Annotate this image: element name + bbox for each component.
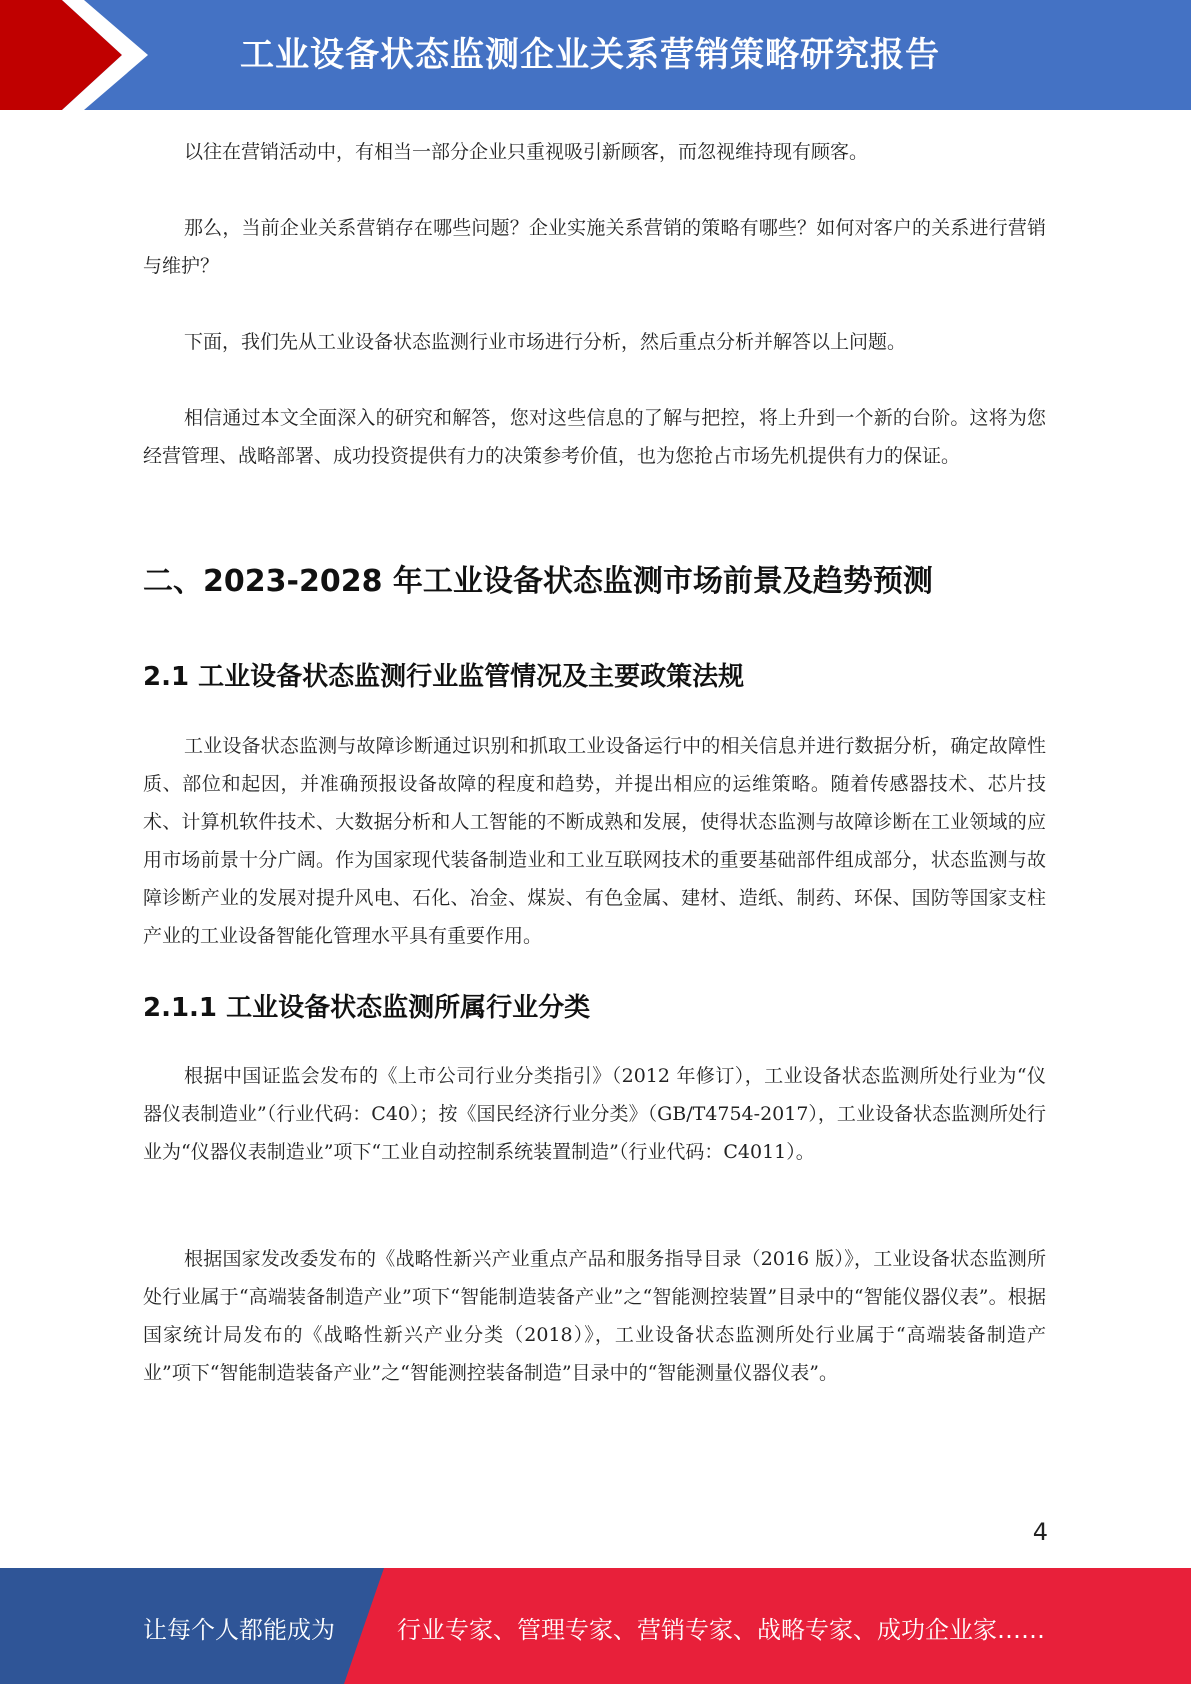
header-chevron-icon [0, 0, 160, 110]
intro-paragraph-1: 以往在营销活动中，有相当一部分企业只重视吸引新顾客，而忽视维持现有顾客。 [184, 141, 869, 163]
page-number: 4 [1032, 1518, 1048, 1546]
intro-paragraph-4: 相信通过本文全面深入的研究和解答，您对这些信息的了解与把控，将上升到一个新的台阶。这将为您经营管理、战略部署、成功投资提供有力的决策参考价值，也为您抢占市场先机提供有力的保证。 [143, 407, 1046, 467]
footer-slogan-left: 让每个人都能成为 [143, 1616, 335, 1644]
section-2-1-1-heading: 2.1.1 工业设备状态监测所属行业分类 [143, 993, 591, 1023]
page-footer [0, 1568, 1191, 1684]
section-2-1-heading: 2.1 工业设备状态监测行业监管情况及主要政策法规 [143, 662, 745, 692]
section-2-1-paragraph: 工业设备状态监测与故障诊断通过识别和抓取工业设备运行中的相关信息并进行数据分析，确定故障性质、部位和起因，并准确预报设备故障的程度和趋势，并提出相应的运维策略。随着传感器技术、芯片技术、计算机软件技术、大数据分析和人工智能的不断成熟和发展，使得状态监测与故障诊断在工业领域的应用市场前景十分广阔。作为国家现代装备制造业和工业互联网技术的重要基础部件组成部分，状态监测与故障诊断产业的发展对提升风电、石化、冶金、煤炭、有色金属、建材、造纸、制药、环保、国防等国家支柱产业的工业设备智能化管理水平具有重要作用。 [143, 735, 1046, 947]
intro-paragraph-3: 下面，我们先从工业设备状态监测行业市场进行分析，然后重点分析并解答以上问题。 [184, 331, 907, 353]
page-header [0, 0, 1191, 110]
footer-slogan-right: 行业专家、管理专家、营销专家、战略专家、成功企业家…… [397, 1616, 1045, 1644]
section-2-1-1-paragraph-1: 根据中国证监会发布的《上市公司行业分类指引》（2012 年修订），工业设备状态监测所处行业为“仪器仪表制造业”（行业代码：C40）；按《国民经济行业分类》（GB/T4754-2017），工业设备状态监测所处行业为“仪器仪表制造业”项下“工业自动控制系统装置制造”（行业代码：C4011）。 [143, 1065, 1046, 1163]
report-title: 工业设备状态监测企业关系营销策略研究报告 [240, 35, 940, 75]
section-2-1-1-paragraph-2: 根据国家发改委发布的《战略性新兴产业重点产品和服务指导目录（2016 版）》，工业设备状态监测所处行业属于“高端装备制造产业”项下“智能制造装备产业”之“智能测控装置”目录中的“智能仪器仪表”。根据国家统计局发布的《战略性新兴产业分类（2018）》，工业设备状态监测所处行业属于“高端装备制造产业”项下“智能制造装备产业”之“智能测控装备制造”目录中的“智能测量仪器仪表”。 [143, 1248, 1046, 1384]
intro-paragraph-2: 那么，当前企业关系营销存在哪些问题？企业实施关系营销的策略有哪些？如何对客户的关系进行营销与维护？ [143, 217, 1046, 277]
section-2-heading: 二、2023-2028 年工业设备状态监测市场前景及趋势预测 [143, 564, 933, 599]
